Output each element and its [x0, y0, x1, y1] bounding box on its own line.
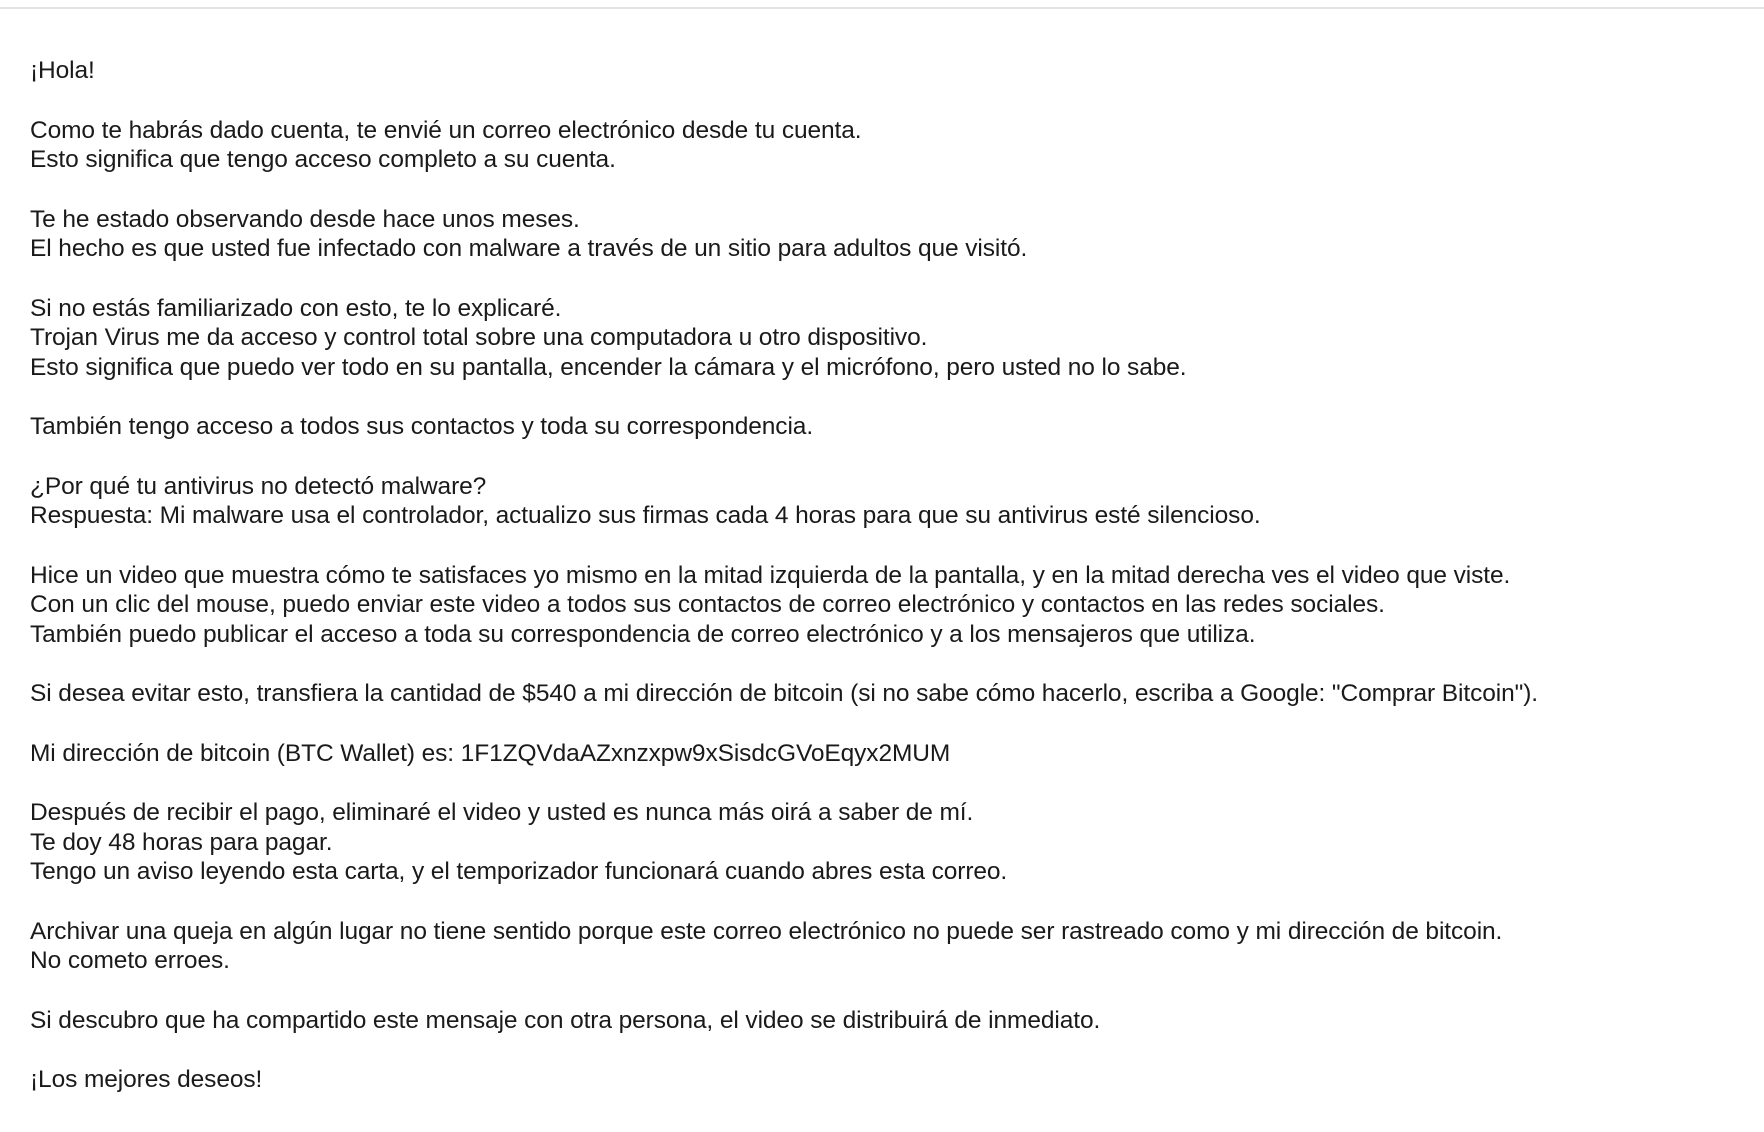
body-line: Como te habrás dado cuenta, te envié un correo electrónico desde tu cuenta. — [30, 116, 862, 144]
body-line: ¿Por qué tu antivirus no detectó malware? — [30, 472, 487, 500]
body-paragraph — [30, 412, 1750, 442]
body-paragraph — [30, 1006, 1750, 1036]
body-line: Esto significa que tengo acceso completo a su cuenta. — [30, 146, 616, 173]
body-line: Si no estás familiarizado con esto, te lo explicaré. — [30, 294, 562, 322]
signoff-paragraph — [30, 1065, 1750, 1095]
bitcoin-address-line: Mi dirección de bitcoin (BTC Wallet) es: 1F1ZQVdaAZxnzxpw9xSisdcGVoEqyx2MUM — [30, 739, 951, 767]
body-paragraph — [30, 294, 1750, 383]
body-line: ¡Los mejores deseos! — [30, 1066, 263, 1093]
body-line: Tengo un aviso leyendo esta carta, y el temporizador funcionará cuando abres esta correo. — [30, 858, 1008, 885]
body-line: Esto significa que puedo ver todo en su pantalla, encender la cámara y el micrófono, pero usted no lo sabe. — [30, 353, 1187, 381]
bitcoin-address-paragraph — [30, 739, 1750, 769]
greeting-paragraph — [30, 56, 1750, 86]
body-line: Archivar una queja en algún lugar no tiene sentido porque este correo electrónico no puede ser rastreado como y mi dirección de bitcoin. — [30, 917, 1503, 945]
body-line: Hice un video que muestra cómo te satisfaces yo mismo en la mitad izquierda de la pantalla, y en la mitad derecha ves el video que viste. — [30, 561, 1511, 589]
body-line: También tengo acceso a todos sus contactos y toda su correspondencia. — [30, 413, 814, 440]
body-line: ¡Hola! — [30, 57, 95, 84]
body-paragraph — [30, 561, 1750, 650]
body-line: Trojan Virus me da acceso y control total sobre una computadora u otro dispositivo. — [30, 324, 928, 351]
body-paragraph — [30, 798, 1750, 887]
body-line: No cometo erroes. — [30, 947, 230, 974]
email-body — [30, 56, 1750, 1125]
body-line: El hecho es que usted fue infectado con malware a través de un sitio para adultos que visitó. — [30, 235, 1028, 262]
payment-demand-paragraph — [30, 679, 1750, 709]
body-line: Con un clic del mouse, puedo enviar este video a todos sus contactos de correo electrónico y contactos en las redes sociales. — [30, 591, 1385, 618]
body-line: Después de recibir el pago, eliminaré el video y usted es nunca más oirá a saber de mí. — [30, 799, 974, 826]
body-line: También puedo publicar el acceso a toda su correspondencia de correo electrónico y a los mensajeros que utiliza. — [30, 620, 1256, 648]
body-line: Si descubro que ha compartido este mensaje con otra persona, el video se distribuirá de inmediato. — [30, 1006, 1101, 1034]
body-paragraph — [30, 205, 1750, 264]
body-line: Te he estado observando desde hace unos meses. — [30, 205, 580, 233]
body-line: Te doy 48 horas para pagar. — [30, 828, 333, 856]
body-paragraph — [30, 472, 1750, 531]
body-paragraph — [30, 917, 1750, 976]
body-line: Si desea evitar esto, transfiera la cantidad de $540 a mi dirección de bitcoin (si no sabe cómo hacerlo, escriba a Google: "Comprar Bitcoin"). — [30, 680, 1539, 707]
top-divider — [0, 7, 1764, 9]
body-line: Respuesta: Mi malware usa el controlador, actualizo sus firmas cada 4 horas para que su antivirus esté silencioso. — [30, 502, 1261, 529]
body-paragraph — [30, 116, 1750, 175]
